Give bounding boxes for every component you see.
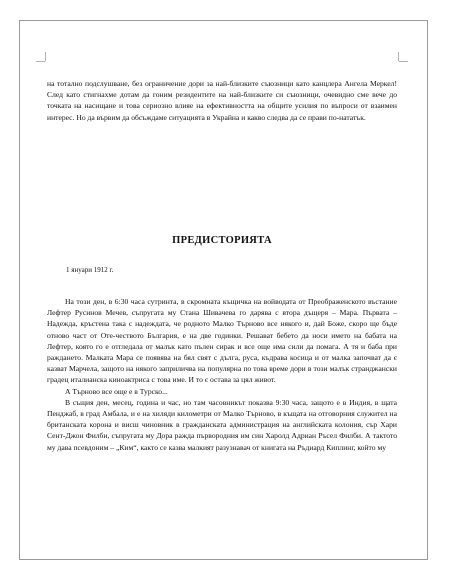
dateline: 1 януари 1912 г. <box>66 266 114 274</box>
intro-paragraph-text: на тотално подслушване, без ограничение дори за най-близките съюзници като канцлера Ангела Меркел! След като стигнахме дотам да гоним резидентите на най-близките си съюзници, очевидно сме вече до точката на насищане и това сериозно влияе на ефективността на общите усилия по въпроси от взаимен интерес. Но да вървим да обсъждаме ситуацията в Украйна и какво следва да се прави по-нататък. <box>47 79 397 122</box>
crop-mark <box>399 61 408 62</box>
intro-paragraph <box>47 78 397 123</box>
body-text <box>47 296 397 453</box>
body-paragraph: На този ден, в 6:30 часа сутринта, в скромната къщичка на войводата от Преображенското въстание Лефтер Русинов Мечев, съпругата му Стана Шивачева го дарява с втора дъщеря – Мара. Първата – Надежда, кръстена така с надеждата, че родното Малко Търново все някого и, дай Боже, скоро ще бъде отново част от Оте-чеството България, е на две годинки. Решават бебето да носи името на бабата на Лефтер, която го е отгледала от малък като пълен сирак и все още има сили да помага. А тя и баба при раждането. Малката Мара се появява на бял свят с дълга, руса, къдрава косица и от малка започват да є казват Марчела, защото на някого заприличва на популярна по това време дори в този малък странджански градец италианска киноактриса с това име. И то є остава за цял живот. <box>47 297 397 385</box>
crop-mark <box>398 52 399 61</box>
crop-mark <box>36 61 45 62</box>
crop-mark <box>45 52 46 61</box>
body-paragraph: А Търново все още е в Турско... <box>65 386 168 396</box>
body-paragraph: В същия ден, месец, година и час, но там часовникът показва 9:30 часа, защото е в Индия, в щата Пенджаб, в град Амбала, и е на хиляди километри от Малко Търново, в къщата на отговорния служител на британската корона и висш чиновник в гражданската администрация на английската колония, сър Хари Сент-Джон Филби, съпругата му Дора ражда първородния им син Харолд Адриан Ръсел Филби. А тактото му дава псевдоним – „Ким“, както се казва малкият разузнавач от книгата на Ръдиард Киплинг, който му <box>47 397 397 452</box>
chapter-title: ПРЕДИСТОРИЯТА <box>172 235 272 246</box>
